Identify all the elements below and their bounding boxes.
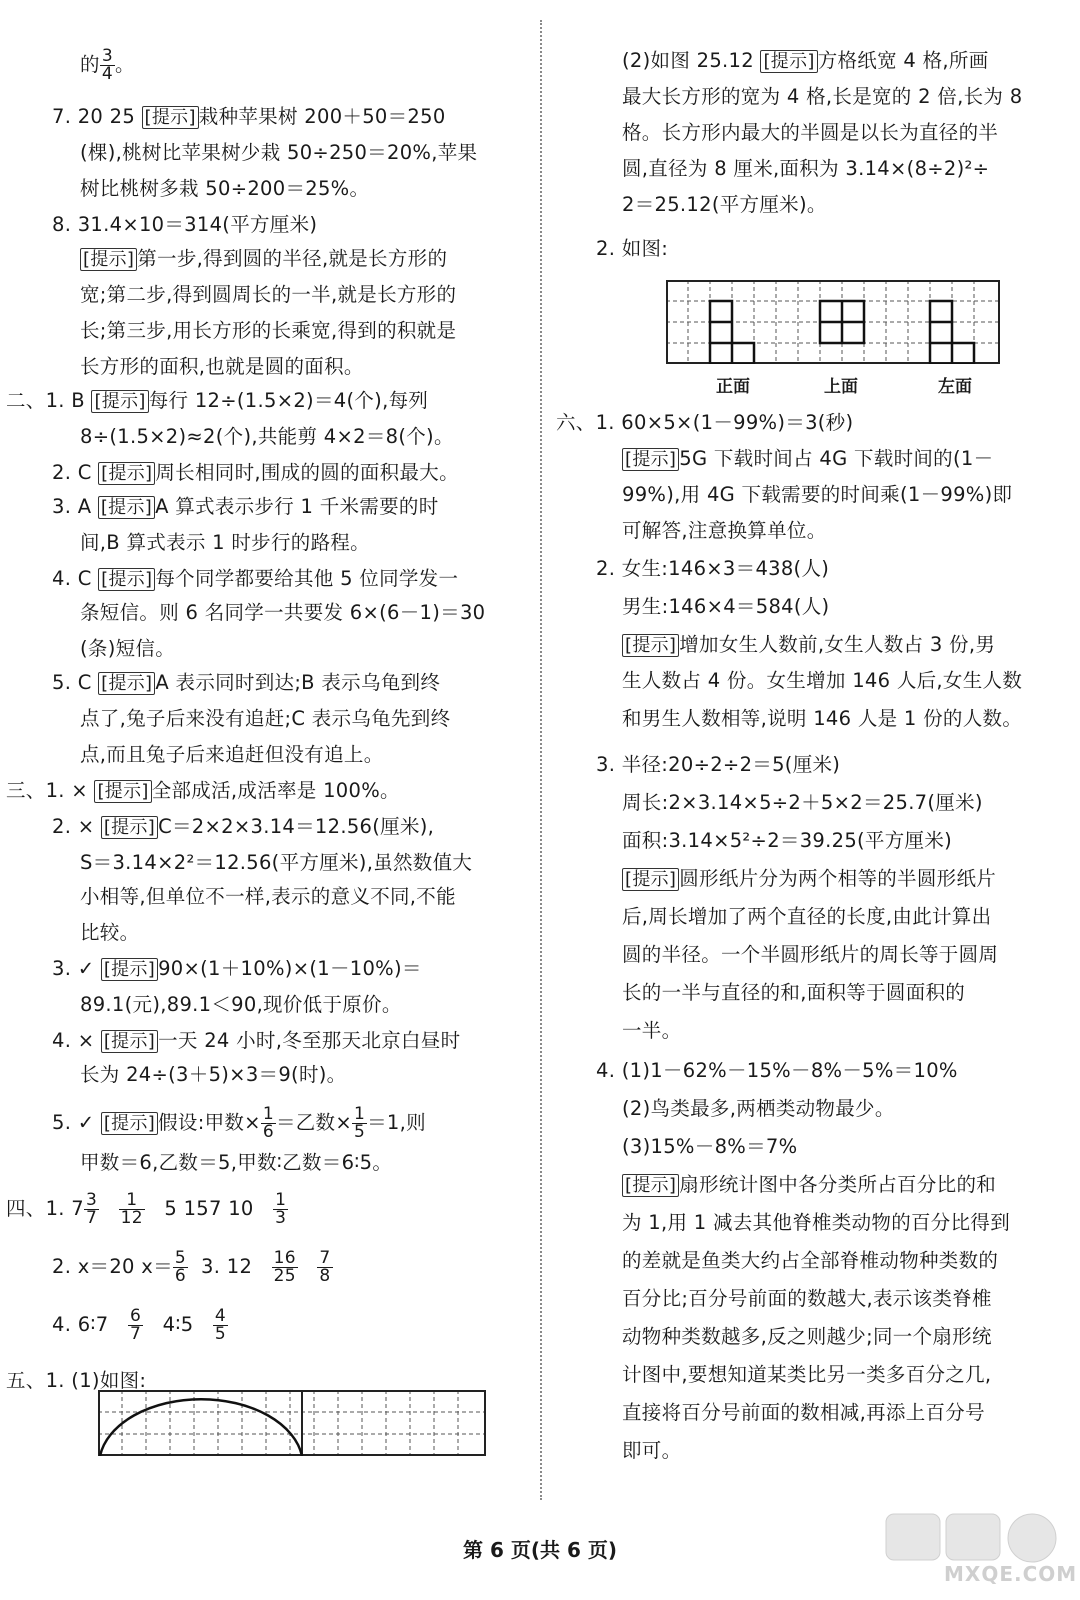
section-3-answer-2-line2: S＝3.14×2²＝12.56(平方厘米),虽然数值大 <box>80 851 473 874</box>
hint-tag: [提示] <box>760 50 817 73</box>
answer-7-line3: 树比桃树多栽 50÷200＝25%。 <box>80 177 370 200</box>
section-3-answer-3-line2: 89.1(元),89.1＜90,现价低于原价。 <box>80 993 402 1016</box>
r-line-30: 百分比;百分号前面的数越大,表示该类脊椎 <box>622 1287 992 1310</box>
r-line-23: 一半。 <box>622 1019 682 1042</box>
fraction: $\frac{3}{4}$ <box>101 46 113 84</box>
column-divider <box>540 20 542 1500</box>
answer-7-line2: (棵),桃树比苹果树少栽 50÷250＝20%,苹果 <box>80 141 478 164</box>
answer-7: 7. 20 25 [提示] 栽种苹果树 200＋50＝250 <box>52 105 446 128</box>
fraction: $\frac{4}{5}$ <box>214 1306 227 1344</box>
section-2-answer-4-line2: 条短信。则 6 名同学一共要发 6×(6－1)＝30 <box>80 601 486 624</box>
section-6-answer-3-hint: [提示] 圆形纸片分为两个相等的半圆形纸片 <box>622 866 996 893</box>
hint-tag: [提示] <box>622 1174 679 1197</box>
hint-tag: [提示] <box>94 780 151 803</box>
section-2-answer-3: 3. A [提示] A 算式表示步行 1 千米需要的时 <box>52 495 439 518</box>
section-2-answer-5-line2: 点了,兔子后来没有追赶;C 表示乌龟先到终 <box>80 707 451 730</box>
left-view-shape <box>930 301 952 364</box>
section-2-answer-5-line3: 点,而且兔子后来追赶但没有追上。 <box>80 743 384 766</box>
fraction: $\frac{1}{6}$ <box>262 1104 274 1142</box>
hint-tag: [提示] <box>101 1030 158 1053</box>
r-line-18: 面积:3.14×5²÷2＝39.25(平方厘米) <box>622 829 953 852</box>
hint-tag: [提示] <box>101 1112 158 1135</box>
fraction: $\frac{7}{8}$ <box>319 1248 331 1286</box>
section-6-answer-4-hint: [提示] 扇形统计图中各分类所占百分比的和 <box>622 1172 996 1199</box>
r-line-34: 即可。 <box>622 1439 682 1462</box>
hint-tag: [提示] <box>98 672 155 695</box>
r-line-9: 99%),用 4G 下载需要的时间乘(1－99%)即 <box>622 483 1013 506</box>
fraction: $\frac{1}{12}$ <box>120 1190 143 1228</box>
semicircle-grid-figure <box>98 1390 486 1456</box>
section-6-answer-3: 3. 半径:20÷2÷2＝5(厘米) <box>596 753 841 776</box>
section-3-answer-4: 4. × [提示] 一天 24 小时,冬至那天北京白昼时 <box>52 1029 461 1052</box>
r-line-17: 周长:2×3.14×5÷2＋5×2＝25.7(厘米) <box>622 791 983 814</box>
section-3-answer-5-line2: 甲数＝6,乙数＝5,甲数∶乙数＝6∶5。 <box>80 1151 393 1174</box>
r-line-2: 最大长方形的宽为 4 格,长是宽的 2 倍,长为 8 <box>622 85 1023 108</box>
hint-tag: [提示] <box>142 106 199 129</box>
section-6-answer-2-hint: [提示] 增加女生人数前,女生人数占 3 份,男 <box>622 632 995 659</box>
left-view-shape <box>952 343 974 364</box>
r-line-12: 男生:146×4＝584(人) <box>622 595 830 618</box>
section-6-answer-4: 4. (1)1－62%－15%－8%－5%＝10% <box>596 1059 958 1082</box>
hint-tag: [提示] <box>101 958 158 981</box>
hint-tag: [提示] <box>98 568 155 591</box>
r-line-3: 格。长方形内最大的半圆是以长为直径的半 <box>622 121 999 144</box>
r-line-21: 圆的半径。一个半圆形纸片的周长等于圆周 <box>622 943 999 966</box>
section-6-answer-1: 六、1. 60×5×(1－99%)＝3(秒) <box>556 411 854 434</box>
fraction: $\frac{1}{5}$ <box>353 1104 366 1142</box>
hint-tag: [提示] <box>622 634 679 657</box>
line-1: 的 $\frac{3}{4}$ 。 <box>80 46 135 84</box>
label-left-view: 左面 <box>938 377 972 397</box>
three-view-grid-figure <box>666 280 1000 364</box>
r-line-33: 直接将百分号前面的数相减,再添上百分号 <box>622 1401 985 1424</box>
r-line-14: 生人数占 4 份。女生增加 146 人后,女生人数 <box>622 669 1023 692</box>
section-2-answer-4-line3: (条)短信。 <box>80 637 176 660</box>
fraction: $\frac{5}{6}$ <box>174 1248 187 1286</box>
r-line-20: 后,周长增加了两个直径的长度,由此计算出 <box>622 905 992 928</box>
grid-lines <box>98 1390 486 1456</box>
watermark-text: MXQE.COM <box>944 1562 1078 1586</box>
section-6-answer-1-hint: [提示] 5G 下载时间占 4G 下载时间的(1－ <box>622 446 993 473</box>
page-number: 第 6 页(共 6 页) <box>463 1538 617 1562</box>
answer-8-hint: [提示] 第一步,得到圆的半径,就是长方形的 <box>80 246 447 273</box>
hint-tag: [提示] <box>98 496 155 519</box>
hint-tag: [提示] <box>98 462 155 485</box>
label-top-view: 上面 <box>824 377 858 397</box>
fraction: $\frac{1}{3}$ <box>275 1190 287 1228</box>
hint-tag: [提示] <box>101 816 158 839</box>
section-2-answer-2: 2. C [提示] 周长相同时,围成的圆的面积最大。 <box>52 461 459 484</box>
section-3-answer-1: 三、1. × [提示] 全部成活,成活率是 100%。 <box>6 779 400 802</box>
r-line-5: 2＝25.12(平方厘米)。 <box>622 193 827 216</box>
section-3-answer-4-line2: 长为 24÷(3＋5)×3＝9(时)。 <box>80 1063 347 1086</box>
section-2-answer-3-line2: 间,B 算式表示 1 时步行的路程。 <box>80 531 370 554</box>
section-5-answer-1-2: (2)如图 25.12 [提示] 方格纸宽 4 格,所画 <box>622 49 989 72</box>
hint-tag: [提示] <box>622 868 679 891</box>
section-3-answer-2-line3: 小相等,但单位不一样,表示的意义不同,不能 <box>80 885 456 908</box>
fraction: $\frac{16}{25}$ <box>273 1248 296 1286</box>
hint-tag: [提示] <box>91 390 148 413</box>
section-2-answer-4: 4. C [提示] 每个同学都要给其他 5 位同学发一 <box>52 567 459 590</box>
section-3-answer-3: 3. ✓ [提示] 90×(1＋10%)×(1－10%)＝ <box>52 957 422 980</box>
fraction: $\frac{6}{7}$ <box>130 1306 142 1344</box>
left-view-shape <box>930 322 952 343</box>
section-5-answer-1: 五、1. (1)如图: <box>6 1369 147 1392</box>
section-5-answer-2: 2. 如图: <box>596 237 669 260</box>
section-3-answer-2: 2. × [提示] C＝2×2×3.14＝12.56(厘米), <box>52 815 435 838</box>
answer-8: 8. 31.4×10＝314(平方厘米) <box>52 213 318 236</box>
r-line-25: (2)鸟类最多,两栖类动物最少。 <box>622 1097 895 1120</box>
r-line-4: 圆,直径为 8 厘米,面积为 3.14×(8÷2)²÷ <box>622 157 990 180</box>
section-2-answer-1: 二、1. B [提示] 每行 12÷(1.5×2)＝4(个),每列 <box>6 389 429 412</box>
section-2-answer-5: 5. C [提示] A 表示同时到达;B 表示乌龟到终 <box>52 671 441 694</box>
answer-8-line4: 长;第三步,用长方形的长乘宽,得到的积就是 <box>80 319 457 342</box>
section-6-answer-2: 2. 女生:146×3＝438(人) <box>596 557 830 580</box>
section-4-answer-4: 4. 6∶7 $\frac{6}{7}$ 4∶5 $\frac{4}{5}$ <box>52 1306 227 1344</box>
r-line-26: (3)15%－8%＝7% <box>622 1135 798 1158</box>
section-3-answer-2-line4: 比较。 <box>80 921 140 944</box>
r-line-31: 动物种类数越多,反之则越少;同一个扇形统 <box>622 1325 992 1348</box>
section-2-answer-1-line2: 8÷(1.5×2)≈2(个),共能剪 4×2＝8(个)。 <box>80 425 454 448</box>
section-4-answer-2: 2. x＝20 x＝ $\frac{5}{6}$ 3. 12 $\frac{16}{25}$ $\frac{7}{8}$ <box>52 1248 331 1286</box>
answer-8-line5: 长方形的面积,也就是圆的面积。 <box>80 355 364 378</box>
r-line-28: 为 1,用 1 减去其他脊椎类动物的百分比得到 <box>622 1211 1011 1234</box>
r-line-10: 可解答,注意换算单位。 <box>622 519 827 542</box>
r-line-15: 和男生人数相等,说明 146 人是 1 份的人数。 <box>622 707 1023 730</box>
section-3-answer-5: 5. ✓ [提示] 假设:甲数× $\frac{1}{6}$ ＝乙数× $\frac{1}{5}$ ＝1,则 <box>52 1104 426 1142</box>
semicircle-arc <box>100 1399 302 1456</box>
r-line-22: 长的一半与直径的和,面积等于圆面积的 <box>622 981 966 1004</box>
label-front-view: 正面 <box>716 377 750 397</box>
grid-border <box>99 1391 485 1455</box>
hint-tag: [提示] <box>80 248 137 271</box>
r-line-32: 计图中,要想知道某类比另一类多百分之几, <box>622 1363 992 1386</box>
section-4-answer-1: 四、1. 7 $\frac{3}{7}$ $\frac{1}{12}$ 5 157 10 $\frac{1}{3}$ <box>6 1190 287 1228</box>
hint-tag: [提示] <box>622 448 679 471</box>
fraction: $\frac{3}{7}$ <box>86 1190 98 1228</box>
answer-8-line3: 宽;第二步,得到圆周长的一半,就是长方形的 <box>80 283 457 306</box>
r-line-29: 的差就是鱼类大约占全部脊椎动物种类数的 <box>622 1249 999 1272</box>
